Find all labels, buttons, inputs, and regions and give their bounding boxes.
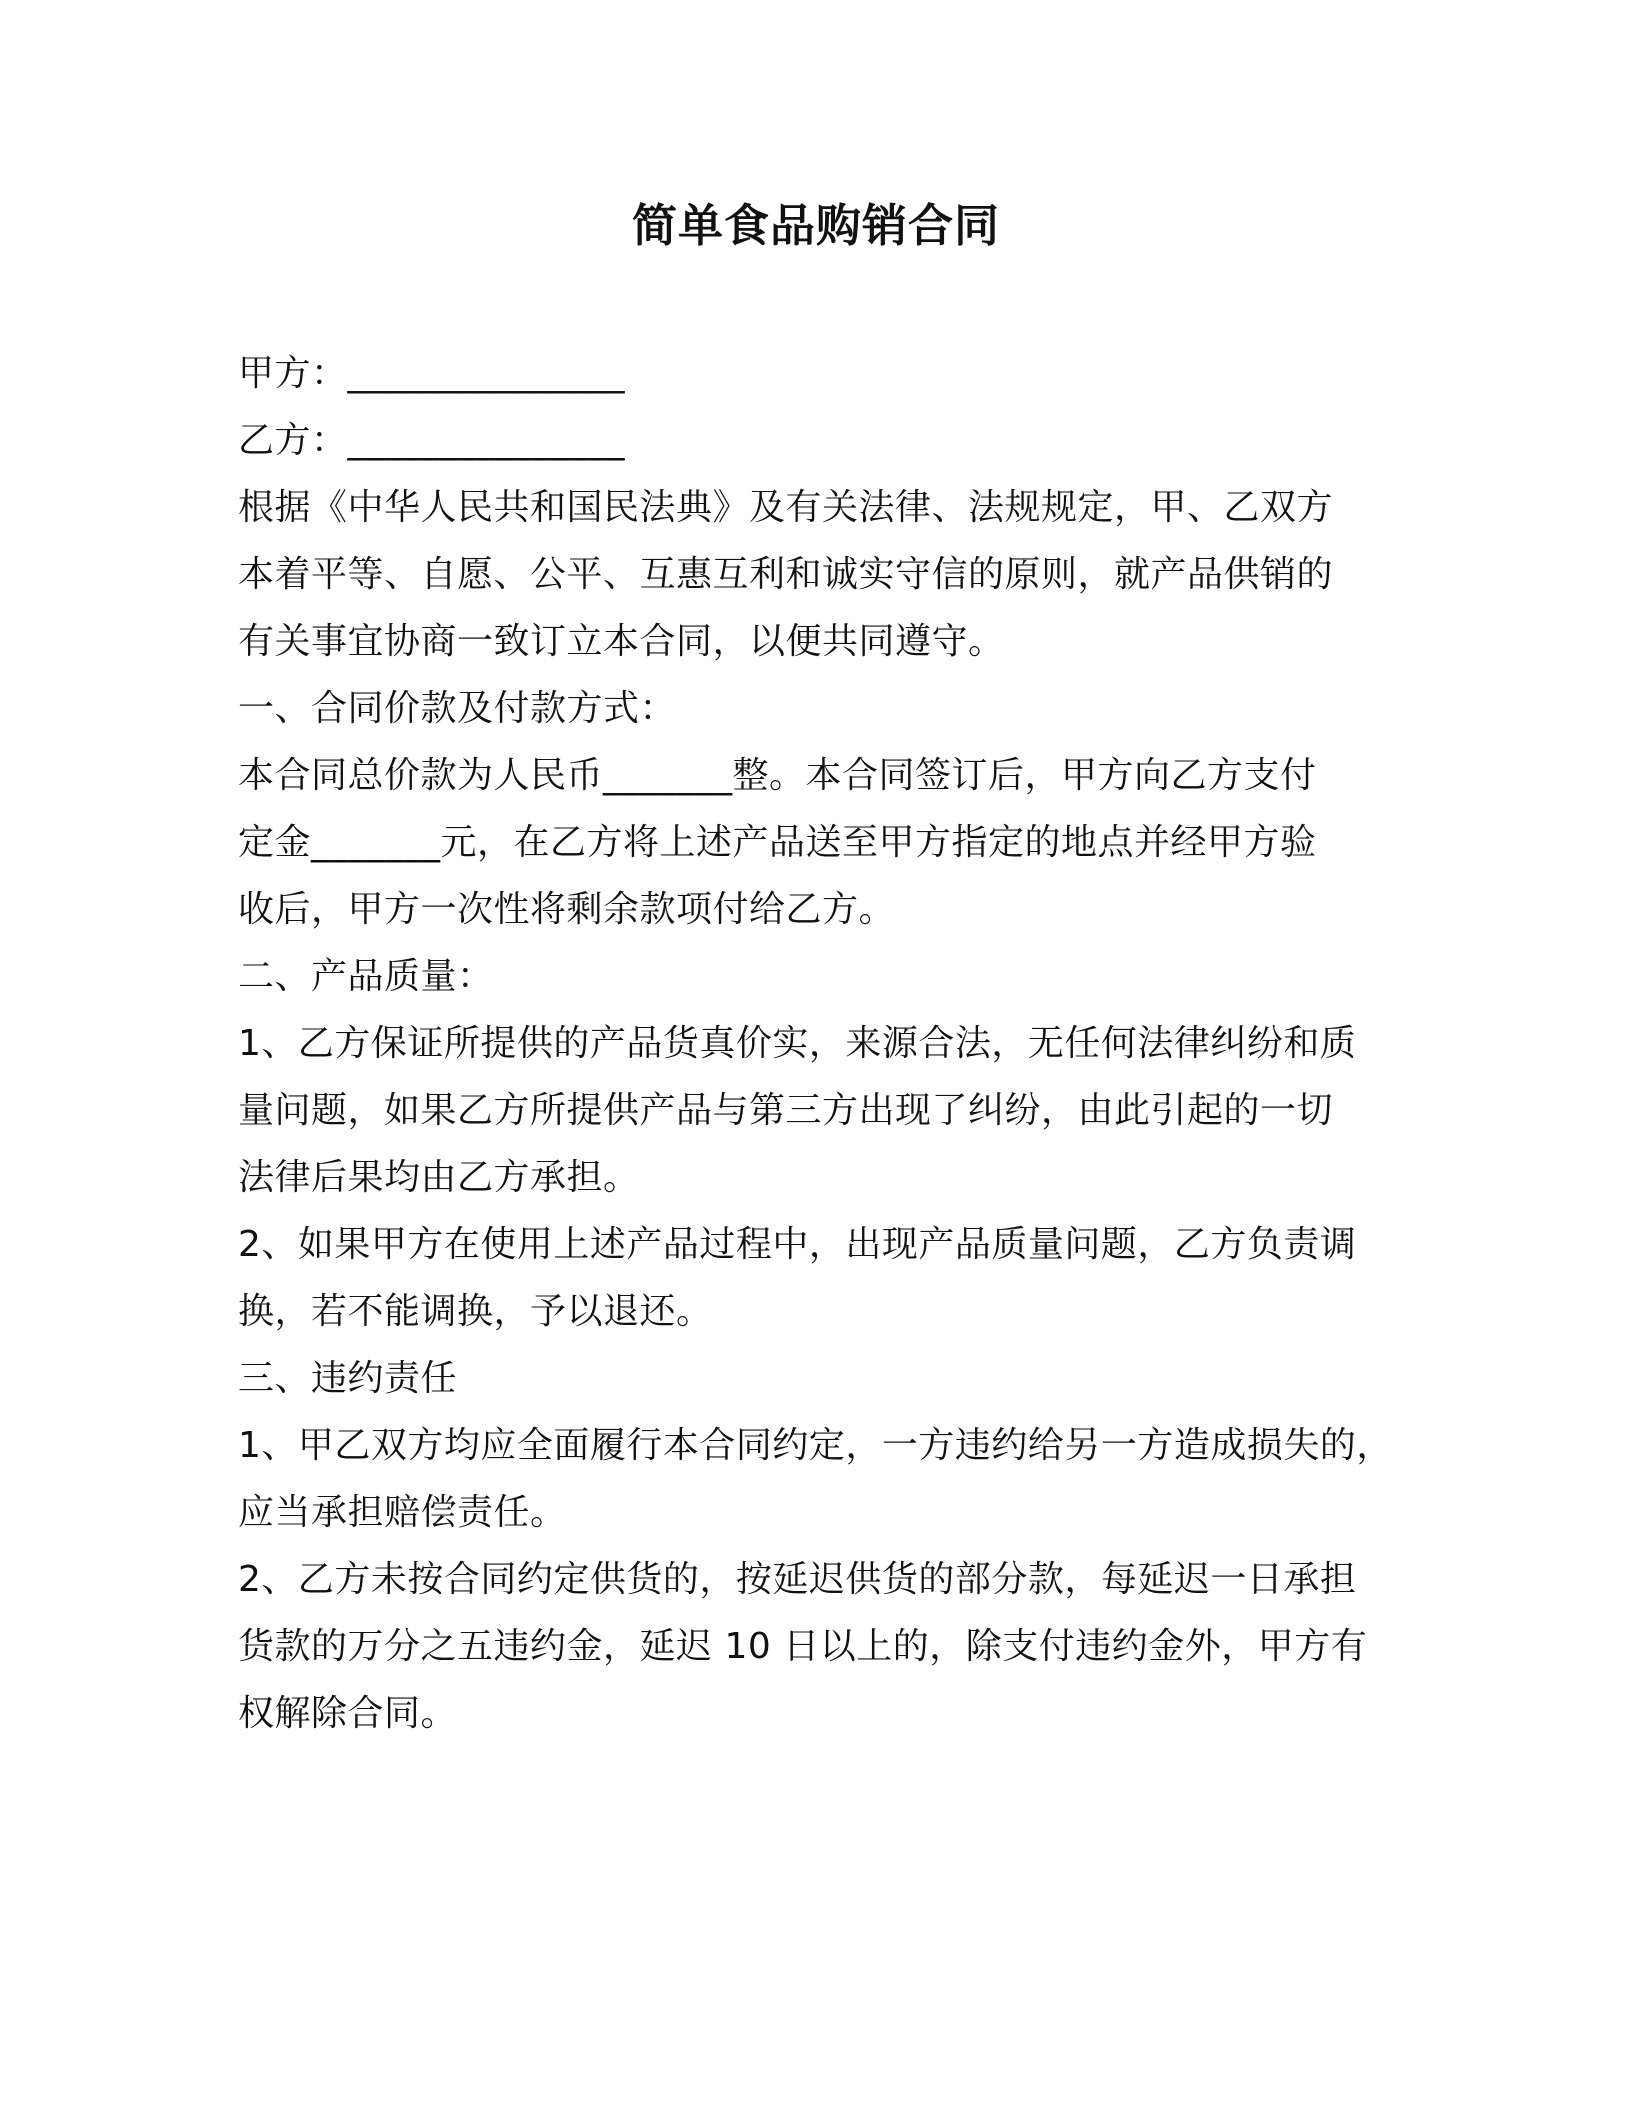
section-heading: 一、合同价款及付款方式： xyxy=(238,688,677,729)
paragraph-line: 1、甲乙双方均应全面履行本合同约定，一方违约给另一方造成损失的， xyxy=(238,1425,1393,1466)
paragraph-line: 法律后果均由乙方承担。 xyxy=(238,1157,640,1198)
paragraph-line: 定金_______元，在乙方将上述产品送至甲方指定的地点并经甲方验 xyxy=(238,822,1317,863)
section-heading: 二、产品质量： xyxy=(238,956,494,997)
paragraph-line: 应当承担赔偿责任。 xyxy=(238,1492,567,1533)
paragraph-line: 量问题，如果乙方所提供产品与第三方出现了纠纷，由此引起的一切 xyxy=(238,1090,1334,1131)
paragraph-line: 货款的万分之五违约金，延迟 10 日以上的，除支付违约金外，甲方有 xyxy=(238,1626,1368,1667)
paragraph-line: 2、如果甲方在使用上述产品过程中，出现产品质量问题，乙方负责调 xyxy=(238,1224,1357,1265)
paragraph-line: 换，若不能调换，予以退还。 xyxy=(238,1291,713,1332)
preamble-line: 有关事宜协商一致订立本合同，以便共同遵守。 xyxy=(238,621,1005,662)
paragraph-line: 本合同总价款为人民币_______整。本合同签订后，甲方向乙方支付 xyxy=(238,755,1317,796)
paragraph-line: 收后，甲方一次性将剩余款项付给乙方。 xyxy=(238,889,896,930)
party-a-line: 甲方：_______________ xyxy=(238,353,626,394)
party-b-line: 乙方：_______________ xyxy=(238,420,626,461)
section-heading: 三、违约责任 xyxy=(238,1358,458,1399)
document-body xyxy=(238,340,1398,1747)
preamble-line: 本着平等、自愿、公平、互惠互利和诚实守信的原则，就产品供销的 xyxy=(238,554,1334,595)
paragraph-line: 2、乙方未按合同约定供货的，按延迟供货的部分款，每延迟一日承担 xyxy=(238,1559,1357,1600)
document-title: 简单食品购销合同 xyxy=(631,199,1000,252)
paragraph-line: 权解除合同。 xyxy=(238,1693,458,1734)
paragraph-line: 1、乙方保证所提供的产品货真价实，来源合法，无任何法律纠纷和质 xyxy=(238,1023,1357,1064)
preamble-line: 根据《中华人民共和国民法典》及有关法律、法规规定，甲、乙双方 xyxy=(238,487,1334,528)
